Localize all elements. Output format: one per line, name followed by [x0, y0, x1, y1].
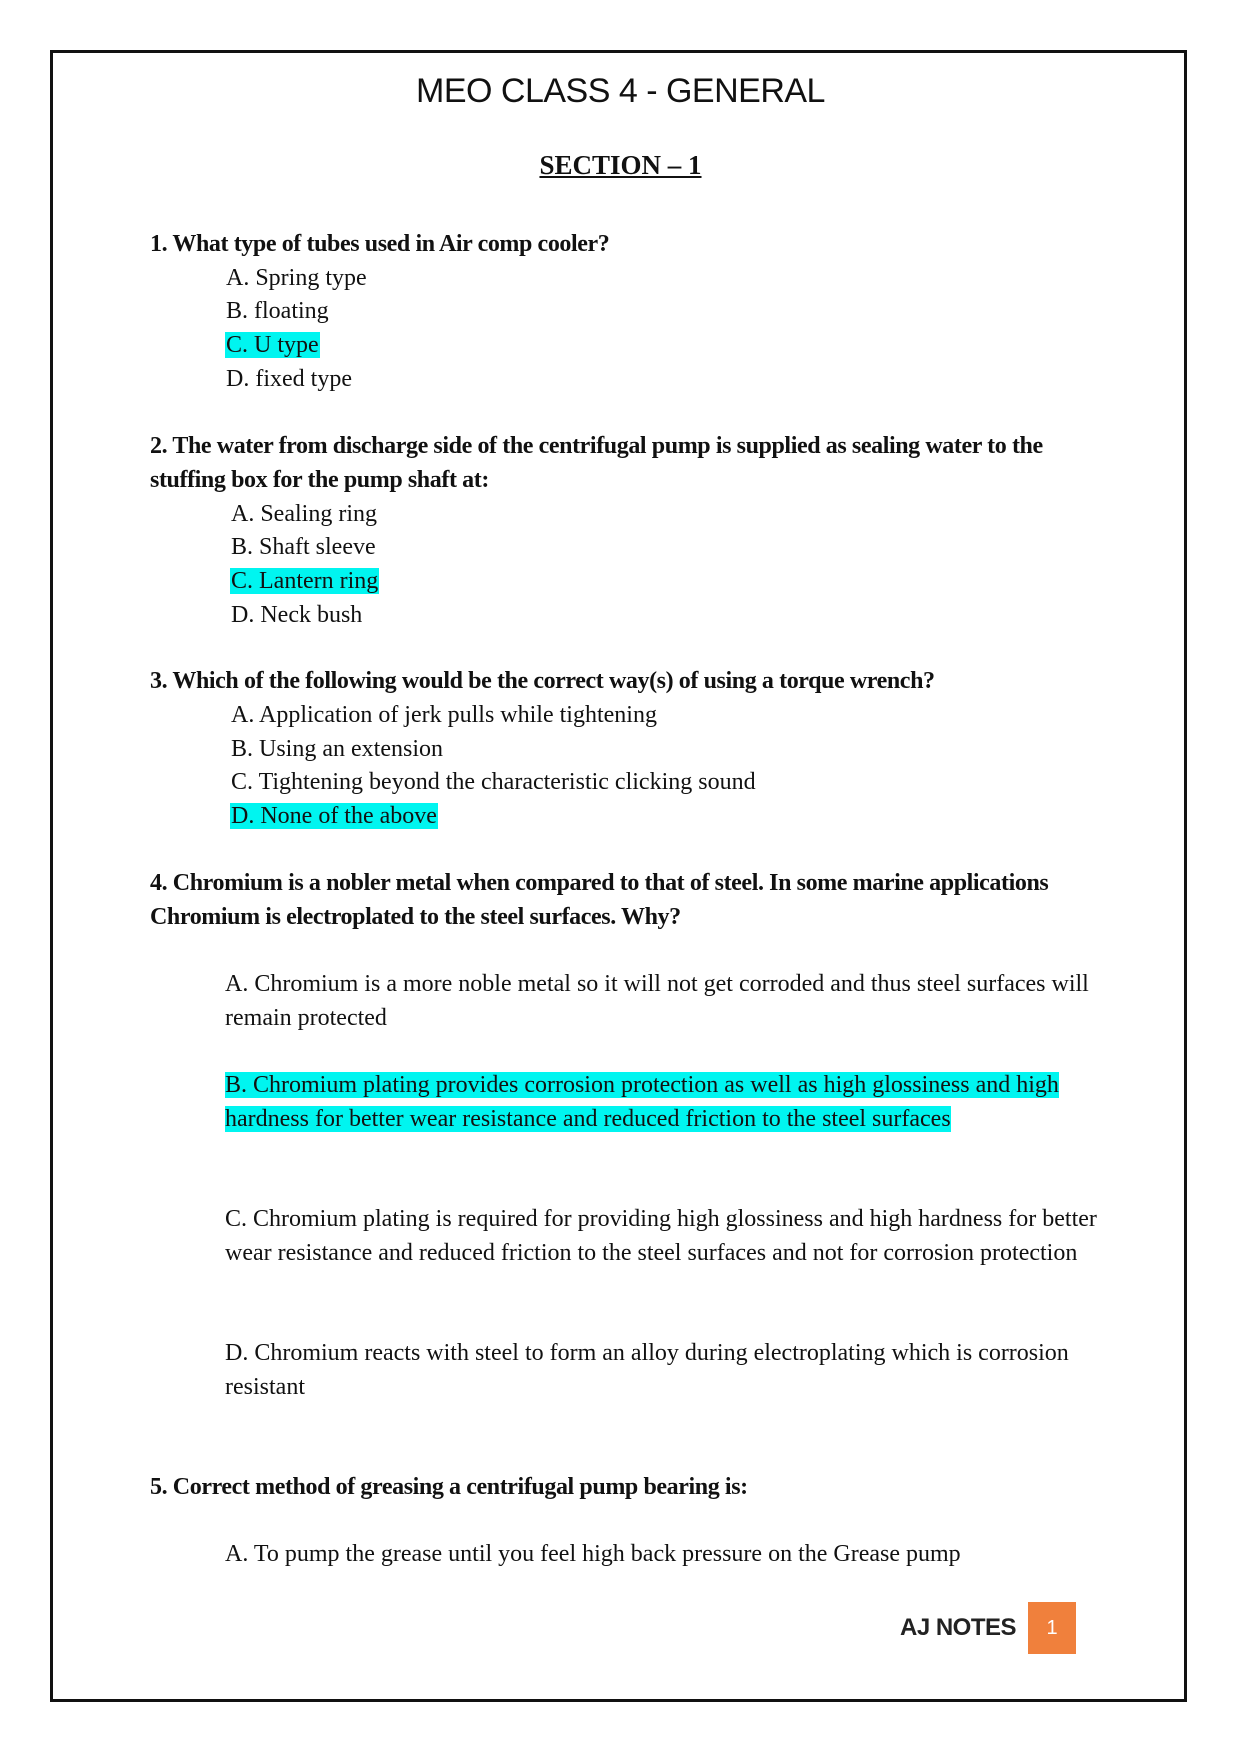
q2-option-c-answer: C. Lantern ring [231, 568, 379, 594]
document-title: MEO CLASS 4 - GENERAL [416, 72, 825, 110]
q1-option-d: D. fixed type [226, 366, 352, 392]
question-4: 4. Chromium is a nobler metal when compared to that of steel. In some marine applications Chromium is electroplated to the steel surfaces. Why? [150, 870, 1049, 930]
q2-option-d: D. Neck bush [231, 602, 363, 628]
q1-option-b: B. floating [226, 298, 329, 324]
q2-option-a: A. Sealing ring [231, 501, 377, 527]
page-footer [900, 1602, 1076, 1654]
question-3: 3. Which of the following would be the correct way(s) of using a torque wrench? [150, 668, 935, 694]
q4-option-d: D. Chromium reacts with steel to form an alloy during electroplating which is corrosion resistant [225, 1340, 1069, 1400]
q3-option-d-answer: D. None of the above [231, 803, 437, 829]
q3-option-c: C. Tightening beyond the characteristic clicking sound [231, 769, 756, 795]
q4-option-c: C. Chromium plating is required for providing high glossiness and high hardness for better wear resistance and reduced friction to the steel surfaces and not for corrosion protection [225, 1206, 1097, 1266]
q3-option-a: A. Application of jerk pulls while tightening [231, 702, 657, 728]
q4-option-b-answer: B. Chromium plating provides corrosion protection as well as high glossiness and high hardness for better wear resistance and reduced friction to the steel surfaces [225, 1072, 1059, 1132]
q2-option-b: B. Shaft sleeve [231, 534, 376, 560]
q4-option-a: A. Chromium is a more noble metal so it will not get corroded and thus steel surfaces will remain protected [225, 971, 1089, 1031]
section-label: SECTION – 1 [539, 150, 702, 180]
q1-option-c-answer: C. U type [226, 332, 319, 358]
section-heading [0, 150, 1241, 181]
page-number-badge: 1 [1028, 1602, 1076, 1654]
question-5: 5. Correct method of greasing a centrifugal pump bearing is: [150, 1474, 748, 1500]
q1-option-a: A. Spring type [226, 265, 367, 291]
footer-label: AJ NOTES [900, 1614, 1017, 1641]
question-2: 2. The water from discharge side of the centrifugal pump is supplied as sealing water to the stuffing box for the pump shaft at: [150, 433, 1043, 493]
question-1: 1. What type of tubes used in Air comp cooler? [150, 231, 610, 257]
q5-option-a: A. To pump the grease until you feel high back pressure on the Grease pump [225, 1541, 961, 1567]
q3-option-b: B. Using an extension [231, 736, 443, 762]
